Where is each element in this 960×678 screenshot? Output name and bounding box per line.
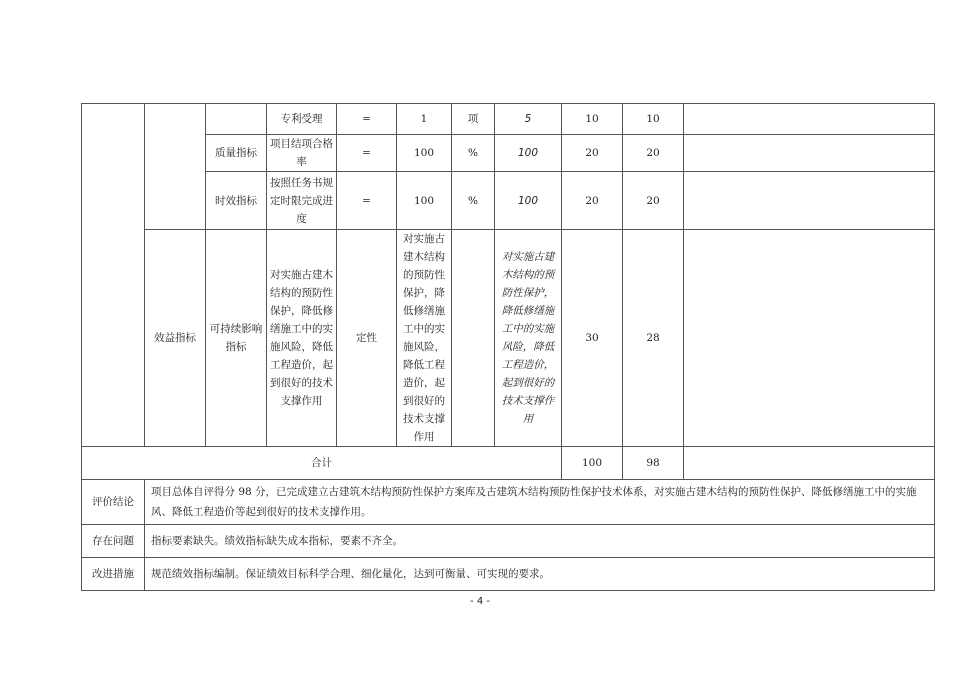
total-score: 98 — [623, 447, 684, 480]
weight-cell: 10 — [562, 104, 623, 135]
actual-cell: 100 — [495, 135, 562, 172]
score-cell: 20 — [623, 172, 684, 230]
unit-cell: % — [452, 135, 495, 172]
operator-cell: = — [337, 104, 397, 135]
target-cell: 1 — [397, 104, 452, 135]
subcat-cell: 时效指标 — [206, 172, 267, 230]
total-row — [82, 447, 935, 480]
table-row — [82, 104, 935, 135]
evaluation-text: 项目总体自评得分 98 分，已完成建立古建筑木结构预防性保护方案库及古建筑木结构预防性保护技术体系，对实施古建木结构的预防性保护、降低修缮施工中的实施风、降低工程造价等起到很好的技术支撑作用。 — [145, 480, 935, 525]
page-number: - 4 - — [470, 596, 490, 607]
target-cell: 100 — [397, 172, 452, 230]
subcat-cell: 可持续影响指标 — [206, 230, 267, 447]
measures-row — [82, 558, 935, 591]
subcat-cell-blank — [206, 104, 267, 135]
target-cell: 对实施古建木结构的预防性保护，降低修缮施工中的实施风险，降低工程造价，起到很好的技术支撑作用 — [397, 230, 452, 447]
weight-cell: 20 — [562, 135, 623, 172]
total-label: 合计 — [82, 447, 562, 480]
remark-cell — [684, 230, 935, 447]
category-cell-blank — [82, 104, 145, 447]
evaluation-label: 评价结论 — [82, 480, 145, 525]
indicator-cell: 项目结项合格率 — [267, 135, 337, 172]
table-row — [82, 172, 935, 230]
actual-cell: 100 — [495, 172, 562, 230]
measures-text: 规范绩效指标编制。保证绩效目标科学合理、细化量化，达到可衡量、可实现的要求。 — [145, 558, 935, 591]
problems-label: 存在问题 — [82, 525, 145, 558]
unit-cell: 项 — [452, 104, 495, 135]
category-cell: 效益指标 — [145, 230, 206, 447]
measures-label: 改进措施 — [82, 558, 145, 591]
remark-cell — [684, 172, 935, 230]
problems-text: 指标要素缺失。绩效指标缺失成本指标，要素不齐全。 — [145, 525, 935, 558]
indicator-cell: 专利受理 — [267, 104, 337, 135]
problems-row — [82, 525, 935, 558]
table-row — [82, 135, 935, 172]
subcat-cell: 质量指标 — [206, 135, 267, 172]
indicator-cell: 对实施古建木结构的预防性保护，降低修缮施工中的实施风险，降低工程造价，起到很好的技术支撑作用 — [267, 230, 337, 447]
table-row — [82, 230, 935, 447]
weight-cell: 20 — [562, 172, 623, 230]
actual-cell: 对实施古建木结构的预防性保护，降低修缮施工中的实施风险，降低工程造价，起到很好的技术支撑作用 — [495, 230, 562, 447]
operator-cell: = — [337, 172, 397, 230]
operator-cell: 定性 — [337, 230, 397, 447]
score-cell: 28 — [623, 230, 684, 447]
target-cell: 100 — [397, 135, 452, 172]
indicator-cell: 按照任务书规定时限完成进度 — [267, 172, 337, 230]
category-cell-output — [145, 104, 206, 230]
unit-cell — [452, 230, 495, 447]
score-cell: 10 — [623, 104, 684, 135]
remark-cell — [684, 135, 935, 172]
unit-cell: % — [452, 172, 495, 230]
score-cell: 20 — [623, 135, 684, 172]
evaluation-row — [82, 480, 935, 525]
operator-cell: = — [337, 135, 397, 172]
total-weight: 100 — [562, 447, 623, 480]
actual-cell: 5 — [495, 104, 562, 135]
remark-cell — [684, 104, 935, 135]
weight-cell: 30 — [562, 230, 623, 447]
performance-table — [81, 103, 935, 591]
total-remark — [684, 447, 935, 480]
